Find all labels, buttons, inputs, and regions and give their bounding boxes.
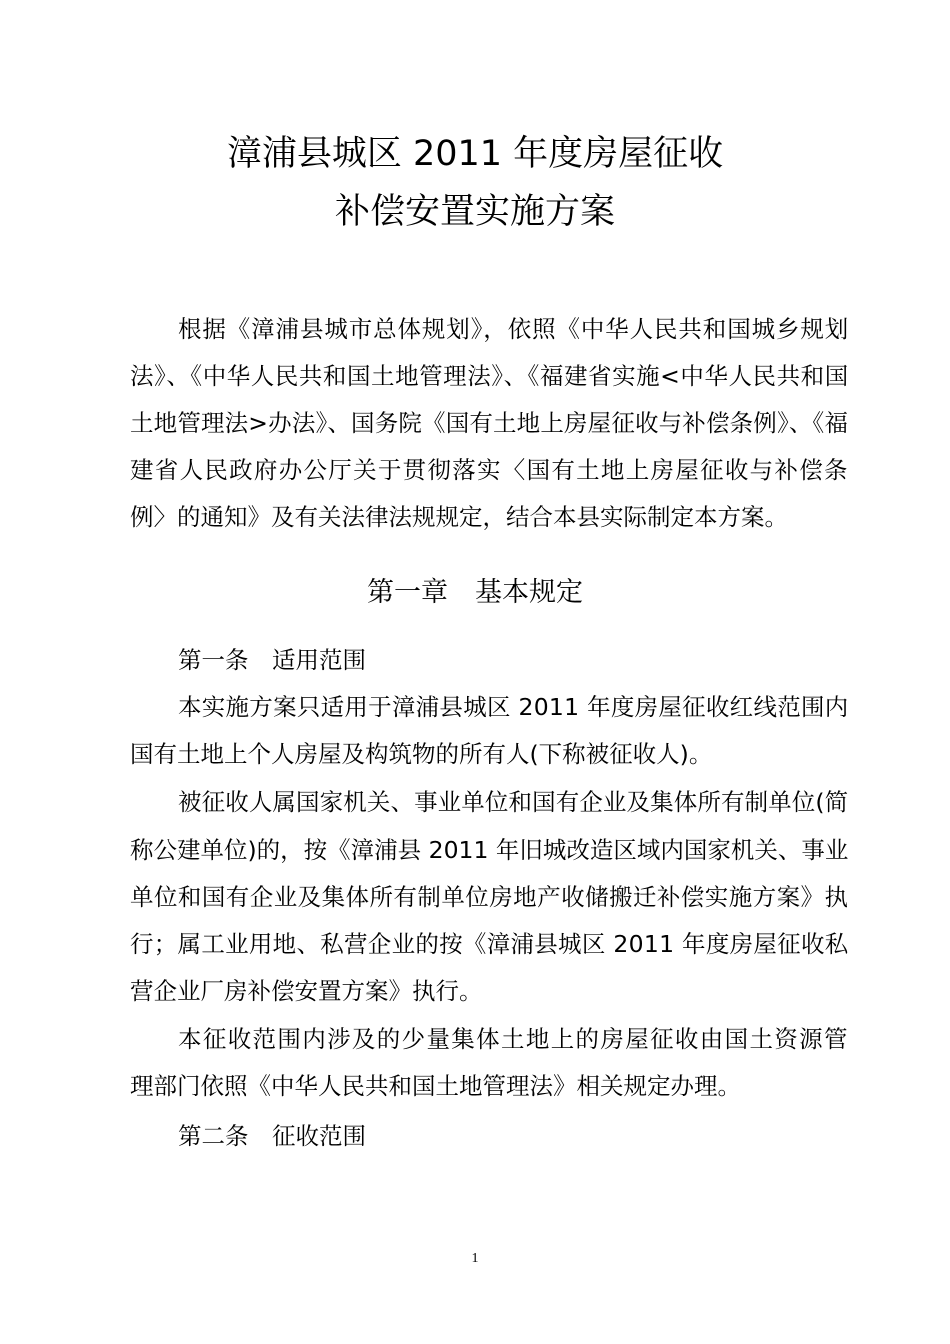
paragraph-line: 国有土地上个人房屋及构筑物的所有人(下称被征收人)。 bbox=[130, 740, 713, 768]
page-number: 1 bbox=[471, 1251, 479, 1266]
preamble-line: 土地管理法>办法》、国务院《国有土地上房屋征收与补偿条例》、《福 bbox=[130, 409, 849, 437]
chapter-heading: 第一章 基本规定 bbox=[367, 577, 583, 608]
paragraph-line: 营企业厂房补偿安置方案》执行。 bbox=[130, 977, 483, 1005]
preamble-line: 建省人民政府办公厅关于贯彻落实〈国有土地上房屋征收与补偿条 bbox=[130, 456, 849, 484]
paragraph-line: 行；属工业用地、私营企业的按《漳浦县城区 2011 年度房屋征收私 bbox=[130, 930, 849, 958]
article-heading: 第二条 征收范围 bbox=[178, 1122, 366, 1150]
paragraph-line: 本实施方案只适用于漳浦县城区 2011 年度房屋征收红线范围内 bbox=[178, 693, 849, 721]
paragraph-line: 理部门依照《中华人民共和国土地管理法》相关规定办理。 bbox=[130, 1072, 741, 1100]
preamble-line: 例〉的通知》及有关法律法规规定，结合本县实际制定本方案。 bbox=[130, 503, 788, 531]
preamble-line: 法》、《中华人民共和国土地管理法》、《福建省实施<中华人民共和国 bbox=[130, 362, 849, 390]
paragraph-line: 被征收人属国家机关、事业单位和国有企业及集体所有制单位(简 bbox=[178, 788, 849, 816]
paragraph-line: 单位和国有企业及集体所有制单位房地产收储搬迁补偿实施方案》执 bbox=[130, 883, 849, 911]
paragraph-line: 称公建单位)的，按《漳浦县 2011 年旧城改造区域内国家机关、事业 bbox=[130, 836, 849, 864]
document-title-line-1: 漳浦县城区 2011 年度房屋征收 bbox=[226, 134, 724, 174]
document-title-line-2: 补偿安置实施方案 bbox=[334, 192, 615, 232]
paragraph-line: 本征收范围内涉及的少量集体土地上的房屋征收由国土资源管 bbox=[178, 1025, 849, 1053]
preamble-line: 根据《漳浦县城市总体规划》，依照《中华人民共和国城乡规划 bbox=[178, 315, 850, 343]
article-heading: 第一条 适用范围 bbox=[178, 646, 366, 674]
